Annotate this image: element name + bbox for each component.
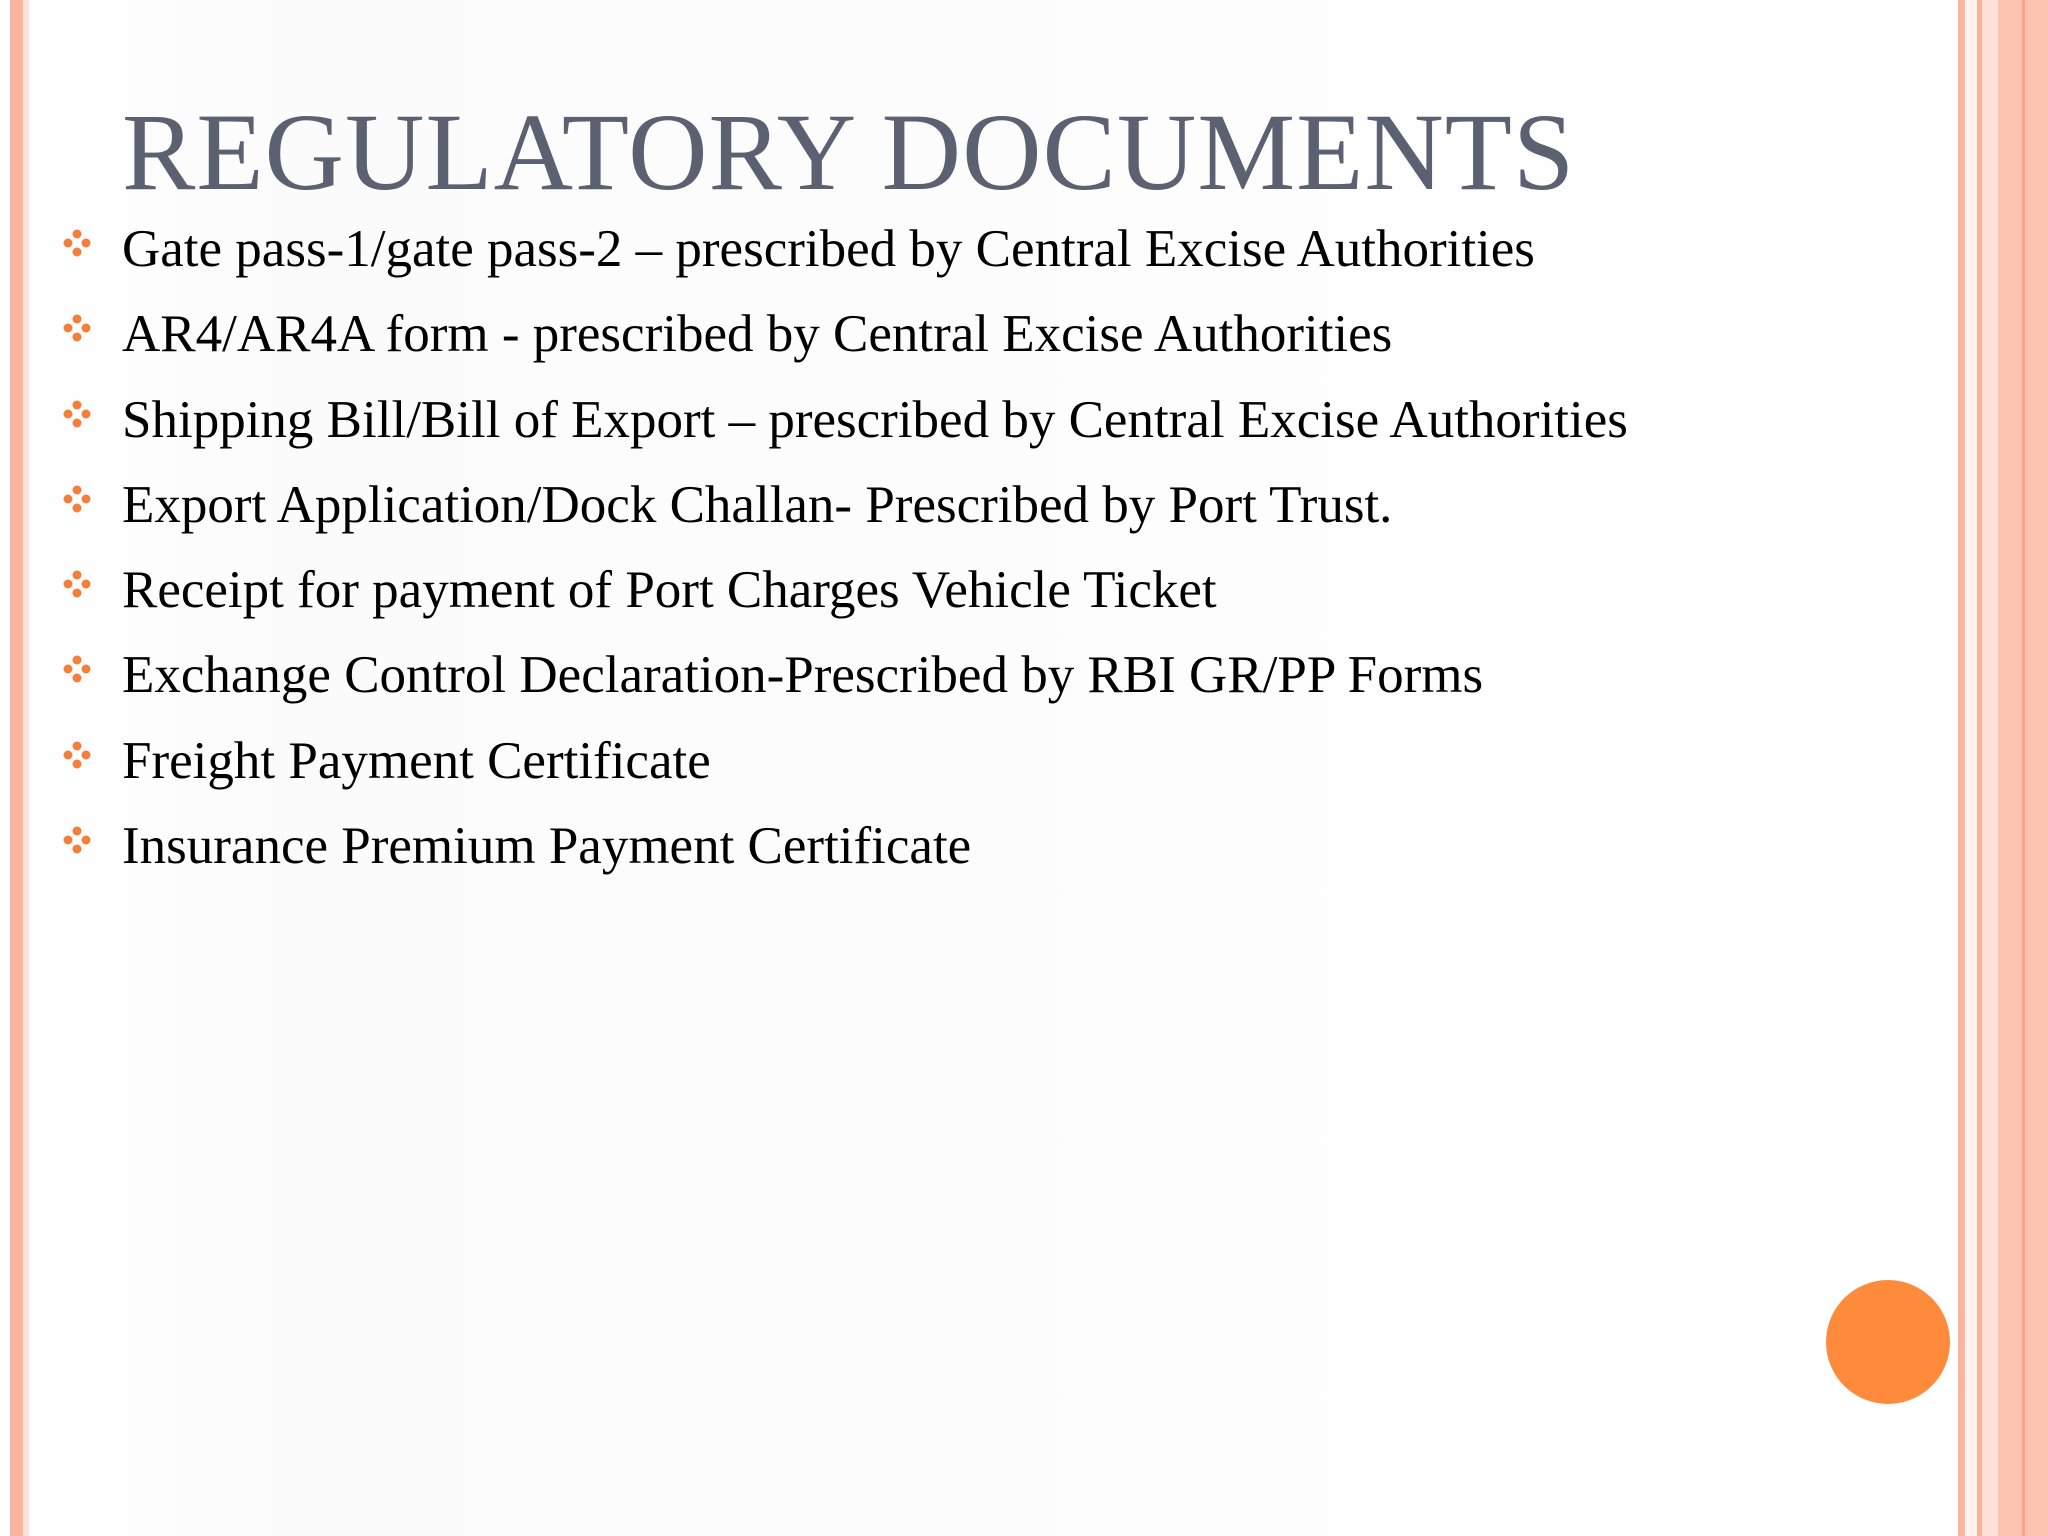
bullet-text: Shipping Bill/Bill of Export – prescribed by Central Excise Authorities bbox=[122, 390, 1628, 449]
diamond-dots-icon bbox=[62, 484, 92, 514]
bullet-text: Insurance Premium Payment Certificate bbox=[122, 817, 972, 876]
bullet-text: Freight Payment Certificate bbox=[122, 731, 711, 790]
diamond-dots-icon bbox=[62, 313, 92, 343]
slide-title: REGULATORY DOCUMENTS bbox=[122, 91, 1576, 213]
right-accent-stripe bbox=[2022, 0, 2025, 1536]
left-accent-stripe-inner bbox=[23, 0, 29, 1536]
diamond-dots-icon bbox=[62, 740, 92, 770]
diamond-dots-icon bbox=[62, 399, 92, 429]
diamond-dots-icon bbox=[62, 569, 92, 599]
diamond-dots-icon bbox=[62, 228, 92, 258]
bullet-text: Receipt for payment of Port Charges Vehicle Ticket bbox=[122, 561, 1217, 620]
right-accent-stripe bbox=[1982, 0, 1998, 1536]
bullet-text: AR4/AR4A form - prescribed by Central Excise Authorities bbox=[122, 305, 1393, 364]
bullet-text: Gate pass-1/gate pass-2 – prescribed by Central Excise Authorities bbox=[122, 220, 1535, 278]
bullet-text: Export Application/Dock Challan- Prescribed by Port Trust. bbox=[122, 475, 1393, 534]
left-accent-stripe bbox=[10, 0, 23, 1536]
bullet-text: Exchange Control Declaration-Prescribed by RBI GR/PP Forms bbox=[122, 646, 1484, 705]
diamond-dots-icon bbox=[62, 825, 92, 855]
right-accent-stripe bbox=[1965, 0, 1977, 1536]
right-accent-stripe bbox=[1958, 0, 1965, 1536]
decorative-circle bbox=[1826, 1280, 1950, 1404]
diamond-dots-icon bbox=[62, 654, 92, 684]
